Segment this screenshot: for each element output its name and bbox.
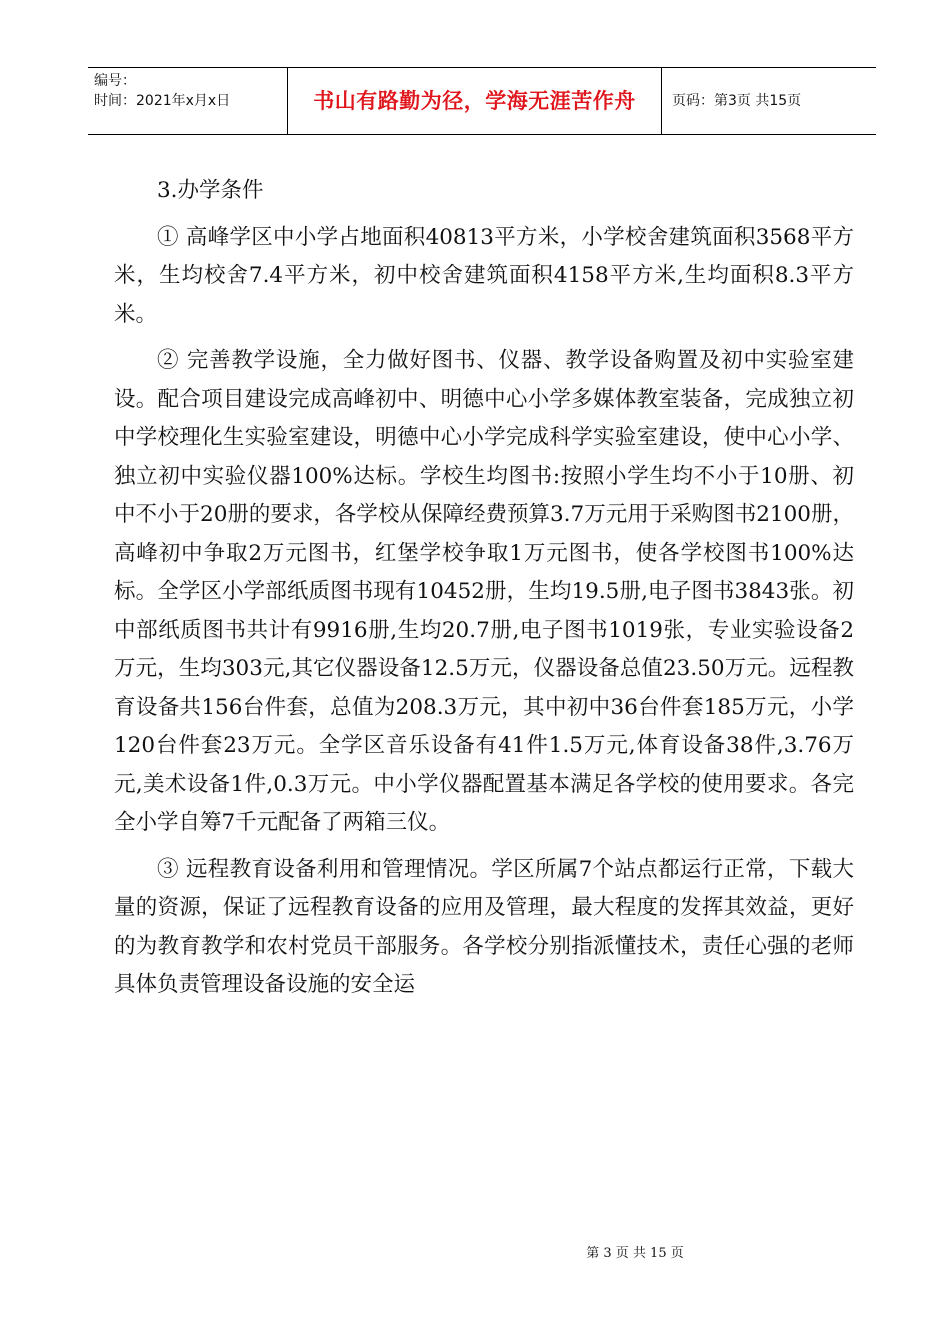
document-number-label: 编号： (94, 73, 136, 89)
header-motto: 书山有路勤为径，学海无涯苦作舟 (288, 68, 662, 134)
document-body (114, 172, 854, 1005)
header-page-indicator: 页码：第3页 共15页 (672, 93, 802, 109)
paragraph-3: ③ 远程教育设备利用和管理情况。学区所属7个站点都运行正常，下载大量的资源，保证了远程教育设备的应用及管理，最大程度的发挥其效益，更好的为教育教学和农村党员干部服务。各学校分别指派懂技术，责任心强的老师具体负责管理设备设施的安全运 (114, 856, 854, 997)
page-footer: 第 3 页 共 15 页 (586, 1246, 684, 1261)
document-time-label: 时间：2021年x月x日 (94, 93, 231, 109)
page-header (88, 67, 876, 135)
paragraph-2: ② 完善教学设施，全力做好图书、仪器、教学设备购置及初中实验室建设。配合项目建设完成高峰初中、明德中心小学多媒体教室装备，完成独立初中学校理化生实验室建设，明德中心小学完成科学实验室建设，使中心小学、独立初中实验仪器100%达标。学校生均图书:按照小学生均不小于10册、初中不小于20册的要求，各学校从保障经费预算3.7万元用于采购图书2100册，高峰初中争取2万元图书，红堡学校争取1万元图书，使各学校图书100%达标。全学区小学部纸质图书现有10452册，生均19.5册,电子图书3843张。初中部纸质图书共计有9916册,生均20.7册,电子图书1019张，专业实验设备2万元，生均303元,其它仪器设备12.5万元，仪器设备总值23.50万元。远程教育设备共156台件套，总值为208.3万元，其中初中36台件套185万元，小学120台件套23万元。全学区音乐设备有41件1.5万元,体育设备38件,3.76万元,美术设备1件,0.3万元。中小学仪器配置基本满足各学校的使用要求。各完全小学自筹7千元配备了两箱三仪。 (114, 348, 854, 835)
paragraph-1: ① 高峰学区中小学占地面积40813平方米，小学校舍建筑面积3568平方米，生均校舍7.4平方米，初中校舍建筑面积4158平方米,生均面积8.3平方米。 (114, 224, 854, 327)
header-meta-cell (88, 68, 288, 134)
section-heading: 3.办学条件 (157, 178, 264, 203)
